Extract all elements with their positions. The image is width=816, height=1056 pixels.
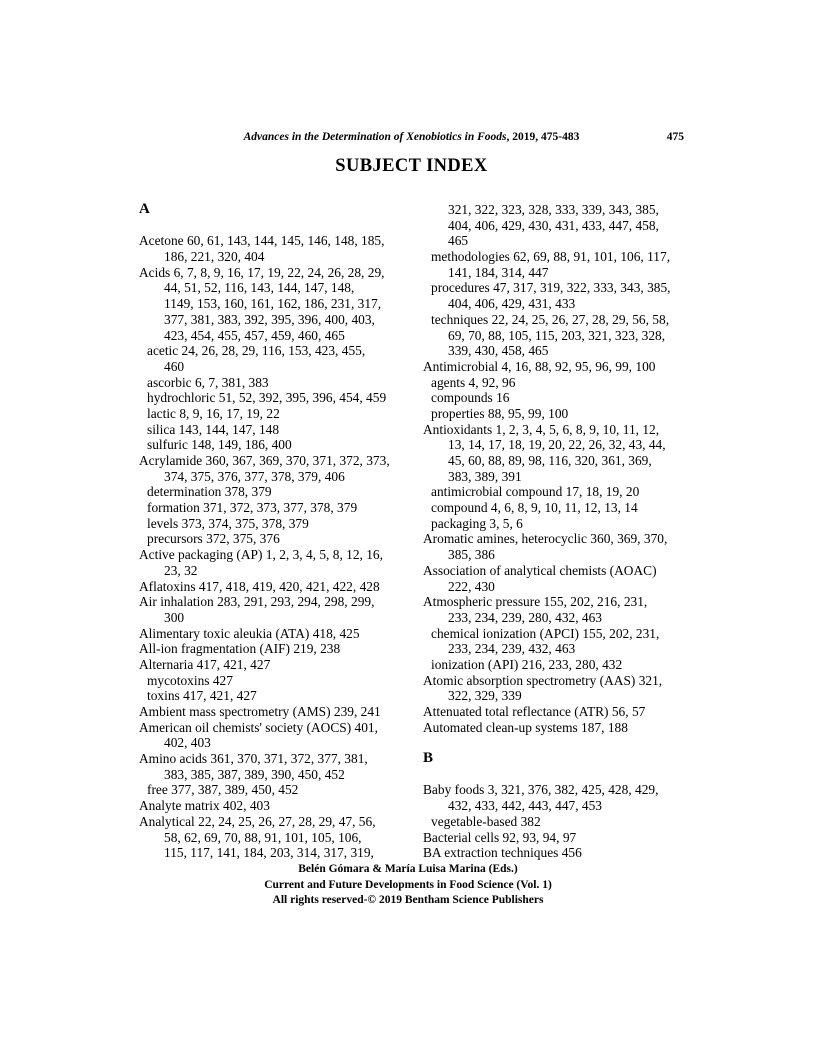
index-line: 45, 60, 88, 89, 98, 116, 320, 361, 369,: [448, 453, 652, 468]
index-line: 322, 329, 339: [448, 688, 522, 704]
index-line: Attenuated total reflectance (ATR) 56, 57: [423, 704, 646, 719]
index-line: 404, 406, 429, 431, 433: [448, 296, 576, 312]
index-line: Acetone 60, 61, 143, 144, 145, 146, 148, 185,: [139, 233, 385, 249]
index-line: packaging 3, 5, 6: [431, 515, 523, 531]
index-line: vegetable-based 382: [431, 813, 541, 829]
running-title: [139, 130, 684, 144]
index-line: Atomic absorption spectrometry (AAS) 321,: [423, 672, 663, 688]
book-citation-title: Advances in the Determination of Xenobiotics in Foods: [243, 131, 507, 143]
index-line: chemical ionization (APCI) 155, 202, 231,: [431, 625, 660, 641]
index-line: mycotoxins 427: [147, 672, 233, 688]
index-line: ionization (API) 216, 233, 280, 432: [431, 656, 623, 672]
index-line: ascorbic 6, 7, 381, 383: [147, 374, 269, 390]
blank-line: [423, 735, 684, 751]
index-line: hydrochloric 51, 52, 392, 395, 396, 454, 459: [147, 390, 387, 406]
index-line: 383, 389, 391: [448, 468, 522, 484]
index-line: Acids 6, 7, 8, 9, 16, 17, 19, 22, 24, 26, 28, 29,: [139, 264, 385, 280]
index-line: 465: [448, 233, 469, 249]
index-line: Bacterial cells 92, 93, 94, 97: [423, 829, 577, 845]
index-line: Analytical 22, 24, 25, 26, 27, 28, 29, 47, 56,: [139, 813, 376, 829]
index-line: 233, 234, 239, 280, 432, 463: [448, 609, 602, 625]
index-line: Antioxidants 1, 2, 3, 4, 5, 6, 8, 9, 10, 11, 12,: [423, 421, 660, 437]
book-citation-pages: , 2019, 475-483: [506, 131, 580, 143]
index-line: 404, 406, 429, 430, 431, 433, 447, 458,: [448, 217, 659, 233]
index-line: agents 4, 92, 96: [431, 374, 516, 390]
index-line: formation 371, 372, 373, 377, 378, 379: [147, 500, 358, 516]
index-line: 1149, 153, 160, 161, 162, 186, 231, 317,: [164, 296, 382, 312]
index-line: 377, 381, 383, 392, 395, 396, 400, 403,: [164, 311, 375, 327]
blank-line: [139, 218, 423, 234]
index-line: Alternaria 417, 421, 427: [139, 656, 271, 672]
index-line: 300: [164, 609, 185, 625]
blank-line: [423, 767, 684, 783]
page-footer: [0, 862, 816, 909]
index-line: Baby foods 3, 321, 376, 382, 425, 428, 429,: [423, 782, 659, 798]
index-line: Aromatic amines, heterocyclic 360, 369, 370,: [423, 531, 668, 547]
index-line: compound 4, 6, 8, 9, 10, 11, 12, 13, 14: [431, 500, 638, 516]
index-line: 432, 433, 442, 443, 447, 453: [448, 798, 602, 814]
section-heading: B: [423, 750, 434, 767]
index-line: acetic 24, 26, 28, 29, 116, 153, 423, 455,: [147, 343, 366, 359]
footer-copyright: All rights reserved-© 2019 Bentham Science Publishers: [272, 894, 544, 906]
page-number: 475: [666, 131, 684, 143]
index-line: Analyte matrix 402, 403: [139, 798, 270, 814]
index-line: toxins 417, 421, 427: [147, 688, 257, 704]
page-title: SUBJECT INDEX: [335, 156, 488, 176]
index-line: precursors 372, 375, 376: [147, 531, 280, 547]
index-line: antimicrobial compound 17, 18, 19, 20: [431, 484, 640, 500]
index-line: Aflatoxins 417, 418, 419, 420, 421, 422, 428: [139, 578, 380, 594]
index-line: silica 143, 144, 147, 148: [147, 421, 280, 437]
index-line: 383, 385, 387, 389, 390, 450, 452: [164, 766, 345, 782]
index-line: Automated clean-up systems 187, 188: [423, 719, 628, 735]
index-line: 321, 322, 323, 328, 333, 339, 343, 385,: [448, 202, 659, 217]
index-line: free 377, 387, 389, 450, 452: [147, 782, 299, 798]
index-line: 186, 221, 320, 404: [164, 249, 265, 265]
index-line: 141, 184, 314, 447: [448, 264, 549, 280]
index-line: American oil chemists' society (AOCS) 401,: [139, 719, 378, 735]
running-header: [139, 130, 684, 144]
index-line: 69, 70, 88, 105, 115, 203, 321, 323, 328,: [448, 327, 666, 343]
index-line: sulfuric 148, 149, 186, 400: [147, 437, 292, 453]
index-column-left: [139, 202, 423, 861]
index-line: 233, 234, 239, 432, 463: [448, 641, 576, 657]
index-line: 402, 403: [164, 735, 211, 751]
index-line: Amino acids 361, 370, 371, 372, 377, 381,: [139, 751, 368, 767]
index-line: compounds 16: [431, 390, 510, 406]
index-line: 339, 430, 458, 465: [448, 343, 549, 359]
index-line: BA extraction techniques 456: [423, 845, 582, 861]
index-line: 374, 375, 376, 377, 378, 379, 406: [164, 468, 345, 484]
index-line: 13, 14, 17, 18, 19, 20, 22, 26, 32, 43, 44,: [448, 437, 666, 453]
index-line: Air inhalation 283, 291, 293, 294, 298, 299,: [139, 594, 375, 610]
index-line: 385, 386: [448, 547, 495, 563]
index-line: Alimentary toxic aleukia (ATA) 418, 425: [139, 625, 360, 641]
index-line: 423, 454, 455, 457, 459, 460, 465: [164, 327, 345, 343]
index-line: techniques 22, 24, 25, 26, 27, 28, 29, 56, 58,: [431, 311, 670, 327]
index-line: 115, 117, 141, 184, 203, 314, 317, 319,: [164, 845, 374, 861]
index-line: 44, 51, 52, 116, 143, 144, 147, 148,: [164, 280, 355, 296]
index-line: Association of analytical chemists (AOAC): [423, 562, 657, 578]
footer-editors: Belén Gómara & María Luisa Marina (Eds.): [298, 863, 518, 875]
index-line: All-ion fragmentation (AIF) 219, 238: [139, 641, 341, 657]
footer-series-title: Current and Future Developments in Food Science (Vol. 1): [264, 878, 552, 891]
index-column-right: [423, 202, 684, 861]
index-line: Ambient mass spectrometry (AMS) 239, 241: [139, 704, 381, 719]
section-heading: A: [139, 201, 150, 217]
index-line: methodologies 62, 69, 88, 91, 101, 106, 117,: [431, 249, 671, 265]
index-line: Acrylamide 360, 367, 369, 370, 371, 372, 373,: [139, 453, 390, 468]
index-line: Antimicrobial 4, 16, 88, 92, 95, 96, 99, 100: [423, 358, 656, 374]
index-line: Active packaging (AP) 1, 2, 3, 4, 5, 8, 12, 16,: [139, 547, 383, 563]
index-line: lactic 8, 9, 16, 17, 19, 22: [147, 405, 280, 421]
index-line: 23, 32: [164, 562, 198, 578]
index-line: determination 378, 379: [147, 484, 272, 500]
index-line: levels 373, 374, 375, 378, 379: [147, 515, 309, 531]
index-line: properties 88, 95, 99, 100: [431, 405, 569, 421]
index-line: 58, 62, 69, 70, 88, 91, 101, 105, 106,: [164, 829, 362, 845]
index-line: 222, 430: [448, 578, 495, 594]
index-line: 460: [164, 358, 185, 374]
index-line: procedures 47, 317, 319, 322, 333, 343, 385,: [431, 280, 671, 296]
index-columns: [139, 202, 684, 861]
index-line: Atmospheric pressure 155, 202, 216, 231,: [423, 594, 648, 610]
